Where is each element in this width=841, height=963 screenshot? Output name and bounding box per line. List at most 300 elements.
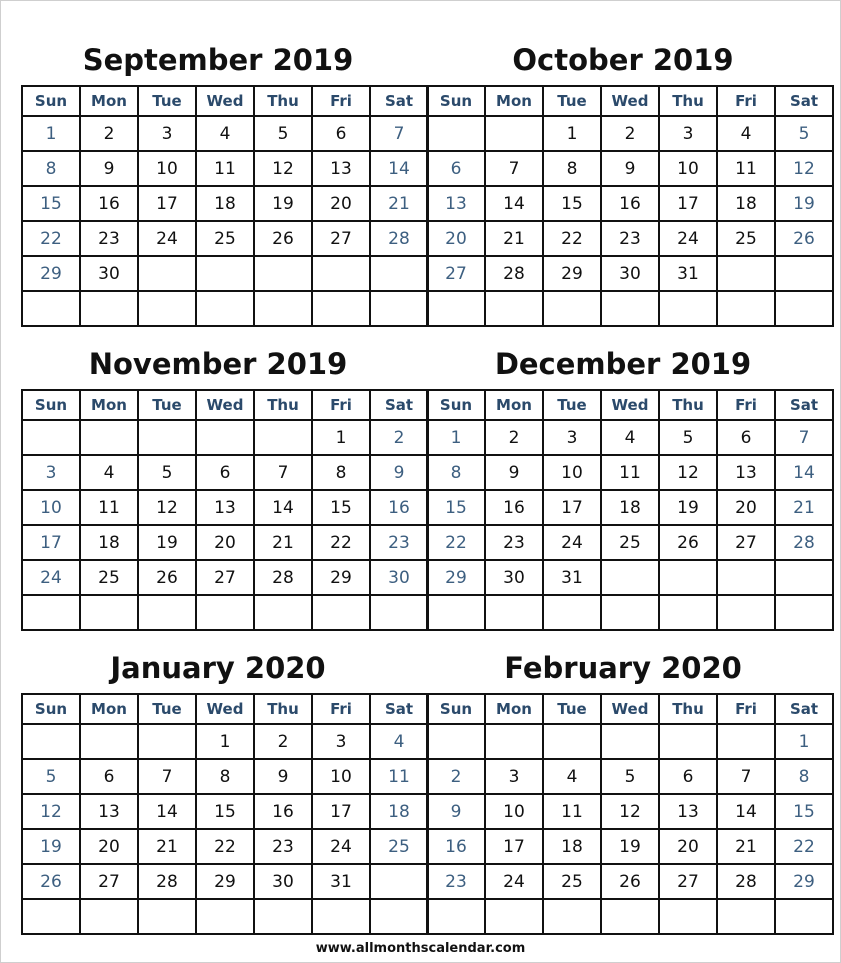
day-cell: 7 <box>775 420 833 455</box>
day-cell: 6 <box>659 759 717 794</box>
day-cell: 13 <box>312 151 370 186</box>
weekday-header: Fri <box>717 390 775 420</box>
week-row <box>22 186 428 221</box>
day-cell <box>196 256 254 291</box>
day-cell: 29 <box>775 864 833 899</box>
week-row <box>427 525 833 560</box>
day-cell: 21 <box>370 186 428 221</box>
day-cell: 25 <box>196 221 254 256</box>
day-cell: 6 <box>717 420 775 455</box>
week-row <box>22 560 428 595</box>
day-cell <box>717 724 775 759</box>
day-cell: 16 <box>485 490 543 525</box>
day-cell: 25 <box>80 560 138 595</box>
day-cell: 28 <box>254 560 312 595</box>
day-cell: 15 <box>312 490 370 525</box>
weekday-header: Tue <box>543 86 601 116</box>
week-row <box>22 759 428 794</box>
day-cell: 4 <box>601 420 659 455</box>
day-cell: 31 <box>543 560 601 595</box>
day-cell <box>543 291 601 326</box>
day-cell <box>196 595 254 630</box>
day-cell: 5 <box>601 759 659 794</box>
week-row <box>427 899 833 934</box>
day-cell: 15 <box>196 794 254 829</box>
day-cell: 2 <box>80 116 138 151</box>
day-cell: 27 <box>717 525 775 560</box>
day-cell <box>659 291 717 326</box>
day-cell: 16 <box>370 490 428 525</box>
day-cell <box>775 595 833 630</box>
day-cell: 4 <box>717 116 775 151</box>
weekday-header-row <box>22 86 428 116</box>
day-cell: 22 <box>427 525 485 560</box>
day-cell: 17 <box>312 794 370 829</box>
day-cell <box>485 116 543 151</box>
weekday-header: Fri <box>312 390 370 420</box>
day-cell: 5 <box>138 455 196 490</box>
day-cell: 17 <box>22 525 80 560</box>
day-cell: 13 <box>659 794 717 829</box>
day-cell: 23 <box>485 525 543 560</box>
day-cell: 26 <box>775 221 833 256</box>
day-cell: 29 <box>312 560 370 595</box>
day-cell: 5 <box>659 420 717 455</box>
day-cell: 30 <box>254 864 312 899</box>
day-cell: 10 <box>138 151 196 186</box>
day-cell <box>312 899 370 934</box>
day-cell: 24 <box>543 525 601 560</box>
weekday-header: Sun <box>22 694 80 724</box>
day-cell: 11 <box>196 151 254 186</box>
weekday-header: Sat <box>775 390 833 420</box>
day-cell: 13 <box>717 455 775 490</box>
day-cell: 23 <box>427 864 485 899</box>
day-cell: 20 <box>659 829 717 864</box>
day-cell: 10 <box>659 151 717 186</box>
day-cell <box>254 420 312 455</box>
day-cell: 19 <box>601 829 659 864</box>
month-table <box>426 389 834 631</box>
day-cell: 29 <box>22 256 80 291</box>
weekday-header: Sun <box>22 390 80 420</box>
week-row <box>22 455 428 490</box>
day-cell: 27 <box>80 864 138 899</box>
month-title: October 2019 <box>512 43 734 77</box>
day-cell <box>370 256 428 291</box>
day-cell: 26 <box>254 221 312 256</box>
day-cell: 6 <box>196 455 254 490</box>
day-cell: 14 <box>775 455 833 490</box>
weekday-header: Tue <box>138 86 196 116</box>
week-row <box>22 490 428 525</box>
day-cell <box>717 595 775 630</box>
day-cell <box>370 864 428 899</box>
week-row <box>427 221 833 256</box>
day-cell: 22 <box>22 221 80 256</box>
day-cell: 14 <box>370 151 428 186</box>
day-cell: 13 <box>427 186 485 221</box>
weekday-header-row <box>427 86 833 116</box>
day-cell <box>717 256 775 291</box>
weekday-header: Sat <box>775 694 833 724</box>
day-cell: 4 <box>543 759 601 794</box>
day-cell: 2 <box>427 759 485 794</box>
day-cell <box>22 899 80 934</box>
weekday-header: Tue <box>543 694 601 724</box>
weekday-header: Sat <box>370 86 428 116</box>
day-cell: 12 <box>22 794 80 829</box>
day-cell <box>601 560 659 595</box>
weekday-header: Wed <box>196 86 254 116</box>
month-title: November 2019 <box>88 347 348 381</box>
day-cell: 27 <box>196 560 254 595</box>
day-cell <box>659 560 717 595</box>
day-cell: 20 <box>312 186 370 221</box>
day-cell: 9 <box>370 455 428 490</box>
day-cell: 20 <box>196 525 254 560</box>
week-row <box>427 455 833 490</box>
day-cell <box>138 291 196 326</box>
day-cell: 27 <box>312 221 370 256</box>
week-row <box>427 151 833 186</box>
day-cell: 22 <box>312 525 370 560</box>
day-cell: 9 <box>254 759 312 794</box>
day-cell: 26 <box>138 560 196 595</box>
day-cell <box>717 560 775 595</box>
day-cell: 25 <box>601 525 659 560</box>
day-cell: 17 <box>543 490 601 525</box>
weekday-header: Sat <box>775 86 833 116</box>
week-row <box>427 116 833 151</box>
day-cell <box>485 899 543 934</box>
day-cell: 1 <box>775 724 833 759</box>
month-title: December 2019 <box>494 347 752 381</box>
day-cell: 25 <box>543 864 601 899</box>
week-row <box>22 291 428 326</box>
week-row <box>427 560 833 595</box>
day-cell <box>80 291 138 326</box>
day-cell: 22 <box>775 829 833 864</box>
week-row <box>427 291 833 326</box>
day-cell: 14 <box>717 794 775 829</box>
day-cell <box>254 595 312 630</box>
footer-url: www.allmonthscalendar.com <box>315 941 526 956</box>
day-cell: 1 <box>543 116 601 151</box>
weekday-header-row <box>427 390 833 420</box>
day-cell: 2 <box>254 724 312 759</box>
day-cell: 19 <box>254 186 312 221</box>
week-row <box>22 525 428 560</box>
day-cell: 10 <box>22 490 80 525</box>
weekday-header: Tue <box>138 694 196 724</box>
day-cell <box>659 899 717 934</box>
weekday-header: Thu <box>254 694 312 724</box>
weekday-header-row <box>427 694 833 724</box>
day-cell: 30 <box>370 560 428 595</box>
day-cell <box>254 256 312 291</box>
weekday-header: Fri <box>312 86 370 116</box>
day-cell: 11 <box>370 759 428 794</box>
day-cell: 24 <box>312 829 370 864</box>
weekday-header: Mon <box>80 694 138 724</box>
day-cell <box>80 420 138 455</box>
day-cell: 3 <box>22 455 80 490</box>
day-cell: 2 <box>485 420 543 455</box>
day-cell: 8 <box>543 151 601 186</box>
day-cell: 28 <box>138 864 196 899</box>
day-cell: 18 <box>601 490 659 525</box>
day-cell: 22 <box>196 829 254 864</box>
day-cell: 6 <box>312 116 370 151</box>
weekday-header-row <box>22 694 428 724</box>
day-cell: 21 <box>485 221 543 256</box>
day-cell: 5 <box>22 759 80 794</box>
day-cell: 25 <box>370 829 428 864</box>
day-cell: 9 <box>80 151 138 186</box>
day-cell <box>138 899 196 934</box>
day-cell <box>196 899 254 934</box>
day-cell: 8 <box>196 759 254 794</box>
day-cell: 4 <box>196 116 254 151</box>
week-row <box>22 899 428 934</box>
day-cell: 29 <box>427 560 485 595</box>
week-row <box>427 829 833 864</box>
day-cell: 20 <box>80 829 138 864</box>
day-cell: 2 <box>601 116 659 151</box>
week-row <box>22 221 428 256</box>
weekday-header-row <box>22 390 428 420</box>
day-cell: 15 <box>427 490 485 525</box>
day-cell: 7 <box>370 116 428 151</box>
day-cell: 20 <box>427 221 485 256</box>
weekday-header: Thu <box>659 390 717 420</box>
week-row <box>427 794 833 829</box>
day-cell: 28 <box>370 221 428 256</box>
day-cell <box>138 724 196 759</box>
day-cell: 30 <box>601 256 659 291</box>
day-cell: 11 <box>717 151 775 186</box>
day-cell: 24 <box>22 560 80 595</box>
day-cell <box>485 724 543 759</box>
week-row <box>22 724 428 759</box>
day-cell: 16 <box>254 794 312 829</box>
weekday-header: Fri <box>717 694 775 724</box>
day-cell <box>254 291 312 326</box>
month-table <box>21 389 429 631</box>
day-cell: 23 <box>601 221 659 256</box>
week-row <box>427 186 833 221</box>
day-cell: 9 <box>601 151 659 186</box>
day-cell: 3 <box>659 116 717 151</box>
month-table <box>21 85 429 327</box>
day-cell: 10 <box>312 759 370 794</box>
weekday-header: Sat <box>370 694 428 724</box>
day-cell <box>775 291 833 326</box>
day-cell <box>485 291 543 326</box>
day-cell: 15 <box>543 186 601 221</box>
weekday-header: Sun <box>427 86 485 116</box>
day-cell: 11 <box>601 455 659 490</box>
week-row <box>22 829 428 864</box>
day-cell <box>775 256 833 291</box>
weekday-header: Sun <box>22 86 80 116</box>
day-cell <box>427 595 485 630</box>
day-cell: 12 <box>601 794 659 829</box>
day-cell <box>196 291 254 326</box>
day-cell: 6 <box>80 759 138 794</box>
day-cell: 21 <box>775 490 833 525</box>
day-cell <box>717 291 775 326</box>
day-cell <box>427 291 485 326</box>
day-cell: 14 <box>138 794 196 829</box>
day-cell: 31 <box>659 256 717 291</box>
day-cell <box>312 595 370 630</box>
day-cell: 21 <box>138 829 196 864</box>
day-cell: 7 <box>138 759 196 794</box>
day-cell: 25 <box>717 221 775 256</box>
day-cell: 29 <box>543 256 601 291</box>
weekday-header: Mon <box>80 390 138 420</box>
day-cell: 18 <box>80 525 138 560</box>
day-cell <box>601 899 659 934</box>
day-cell: 2 <box>370 420 428 455</box>
day-cell <box>601 595 659 630</box>
week-row <box>22 116 428 151</box>
day-cell: 8 <box>775 759 833 794</box>
day-cell <box>370 291 428 326</box>
day-cell: 27 <box>427 256 485 291</box>
day-cell: 28 <box>717 864 775 899</box>
day-cell <box>775 560 833 595</box>
weekday-header: Wed <box>601 86 659 116</box>
day-cell <box>80 595 138 630</box>
day-cell: 20 <box>717 490 775 525</box>
day-cell: 8 <box>427 455 485 490</box>
day-cell <box>717 899 775 934</box>
day-cell <box>543 595 601 630</box>
weekday-header: Tue <box>543 390 601 420</box>
day-cell: 23 <box>254 829 312 864</box>
day-cell: 30 <box>80 256 138 291</box>
day-cell: 7 <box>485 151 543 186</box>
week-row <box>22 256 428 291</box>
day-cell: 4 <box>370 724 428 759</box>
week-row <box>22 794 428 829</box>
day-cell <box>775 899 833 934</box>
day-cell: 18 <box>543 829 601 864</box>
month-title: January 2020 <box>110 651 326 685</box>
day-cell <box>485 595 543 630</box>
week-row <box>22 864 428 899</box>
day-cell: 10 <box>485 794 543 829</box>
month-title: September 2019 <box>82 43 354 77</box>
day-cell: 24 <box>485 864 543 899</box>
day-cell: 24 <box>138 221 196 256</box>
day-cell <box>601 724 659 759</box>
day-cell: 31 <box>312 864 370 899</box>
day-cell: 17 <box>659 186 717 221</box>
day-cell <box>22 420 80 455</box>
weekday-header: Sun <box>427 694 485 724</box>
weekday-header: Tue <box>138 390 196 420</box>
day-cell: 18 <box>717 186 775 221</box>
day-cell <box>254 899 312 934</box>
day-cell: 7 <box>254 455 312 490</box>
day-cell: 19 <box>775 186 833 221</box>
weekday-header: Mon <box>485 390 543 420</box>
day-cell <box>543 899 601 934</box>
day-cell <box>196 420 254 455</box>
day-cell: 8 <box>312 455 370 490</box>
day-cell <box>370 899 428 934</box>
day-cell <box>427 116 485 151</box>
day-cell: 29 <box>196 864 254 899</box>
day-cell: 3 <box>543 420 601 455</box>
day-cell: 3 <box>485 759 543 794</box>
day-cell <box>80 899 138 934</box>
weekday-header: Wed <box>601 390 659 420</box>
week-row <box>427 864 833 899</box>
day-cell: 19 <box>659 490 717 525</box>
day-cell: 22 <box>543 221 601 256</box>
week-row <box>22 420 428 455</box>
week-row <box>22 595 428 630</box>
day-cell: 16 <box>80 186 138 221</box>
day-cell: 13 <box>196 490 254 525</box>
week-row <box>427 420 833 455</box>
day-cell: 21 <box>254 525 312 560</box>
weekday-header: Wed <box>196 390 254 420</box>
day-cell: 19 <box>138 525 196 560</box>
day-cell: 3 <box>138 116 196 151</box>
day-cell: 18 <box>370 794 428 829</box>
day-cell: 23 <box>80 221 138 256</box>
weekday-header: Thu <box>254 390 312 420</box>
day-cell: 30 <box>485 560 543 595</box>
day-cell: 26 <box>659 525 717 560</box>
day-cell: 5 <box>775 116 833 151</box>
day-cell: 16 <box>601 186 659 221</box>
day-cell <box>312 256 370 291</box>
weekday-header: Thu <box>659 694 717 724</box>
week-row <box>427 724 833 759</box>
day-cell: 12 <box>138 490 196 525</box>
day-cell: 11 <box>80 490 138 525</box>
week-row <box>427 759 833 794</box>
day-cell <box>427 724 485 759</box>
day-cell <box>22 595 80 630</box>
day-cell: 4 <box>80 455 138 490</box>
day-cell <box>601 291 659 326</box>
day-cell: 15 <box>775 794 833 829</box>
weekday-header: Sat <box>370 390 428 420</box>
weekday-header: Fri <box>312 694 370 724</box>
day-cell: 11 <box>543 794 601 829</box>
day-cell: 14 <box>254 490 312 525</box>
weekday-header: Wed <box>196 694 254 724</box>
day-cell: 1 <box>312 420 370 455</box>
day-cell: 7 <box>717 759 775 794</box>
week-row <box>427 490 833 525</box>
week-row <box>427 256 833 291</box>
day-cell: 14 <box>485 186 543 221</box>
day-cell <box>138 595 196 630</box>
day-cell: 17 <box>138 186 196 221</box>
day-cell: 27 <box>659 864 717 899</box>
day-cell <box>312 291 370 326</box>
month-table <box>426 693 834 935</box>
